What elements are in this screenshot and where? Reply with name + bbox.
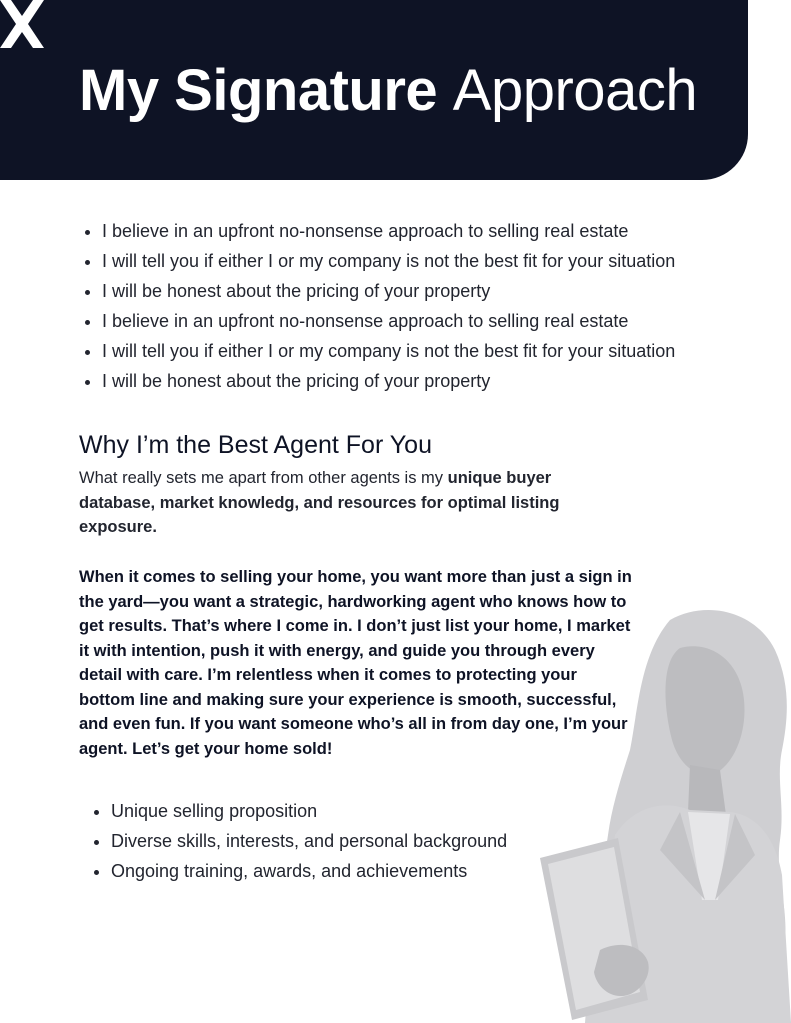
section-heading: Why I’m the Best Agent For You — [79, 431, 432, 459]
list-item: • I will be honest about the pricing of your property — [102, 276, 675, 306]
intro-paragraph — [79, 466, 619, 540]
page-title — [79, 56, 697, 126]
approach-list — [80, 216, 675, 396]
intro-plain: What really sets me apart from other agents is my — [79, 469, 448, 487]
list-item: • I believe in an upfront no-nonsense approach to selling real estate — [102, 216, 675, 246]
list-item: • I believe in an upfront no-nonsense approach to selling real estate — [102, 306, 675, 336]
x-logo-icon — [0, 0, 44, 48]
page-header — [0, 0, 748, 180]
list-item: • I will tell you if either I or my company is not the best fit for your situation — [102, 246, 675, 276]
intro-bold: unique buyer database, market knowledg, and resources for optimal listing exposure. — [79, 469, 560, 536]
title-light: Approach — [452, 58, 698, 123]
list-item: • I will be honest about the pricing of your property — [102, 366, 675, 396]
list-item: • Diverse skills, interests, and personal background — [111, 826, 507, 856]
list-item: • Unique selling proposition — [111, 796, 507, 826]
list-item: • Ongoing training, awards, and achievements — [111, 856, 507, 886]
list-item: • I will tell you if either I or my company is not the best fit for your situation — [102, 336, 675, 366]
pitch-paragraph: When it comes to selling your home, you want more than just a sign in the yard—you want a strategic, hardworking agent who knows how to get results. That’s where I come in. I don’t just list your home, I market it with intention, push it with energy, and guide you through every detail with care. I’m relentless when it comes to protecting your bottom line and making sure your experience is smooth, successful, and even fun. If you want someone who’s all in from day one, I’m your agent. Let’s get your home sold! — [79, 568, 632, 758]
title-bold: My Signature — [79, 58, 438, 123]
highlights-list — [89, 796, 507, 886]
